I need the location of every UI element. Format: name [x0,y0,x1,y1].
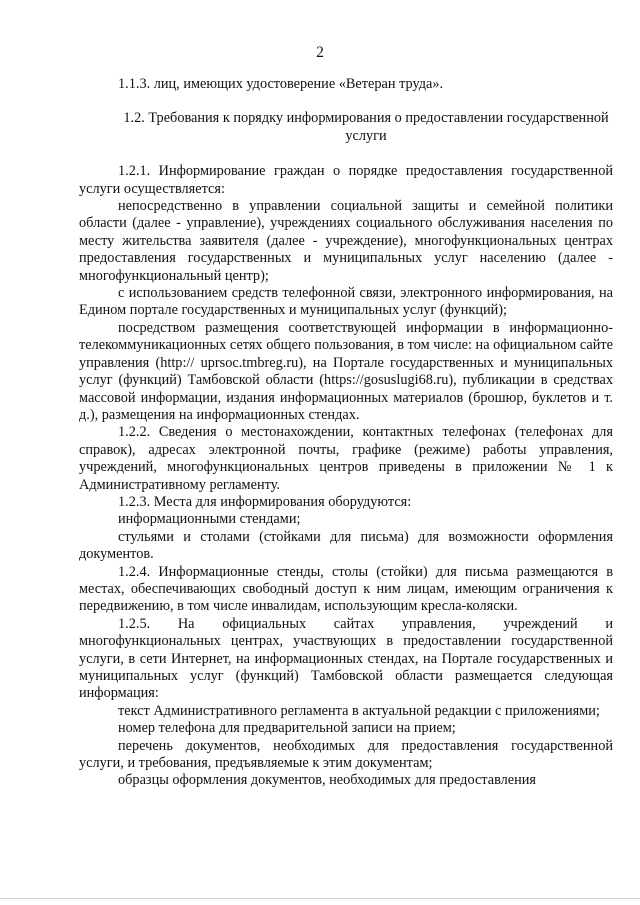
paragraph-phone-electronic: с использованием средств телефонной связи, электронного информирования, на Едином портале государственных и муниципальных услуг (функций); [79,285,613,319]
paragraph-in-person: непосредственно в управлении социальной защиты и семейной политики области (далее - управление), учреждениях социального обслуживания населения по месту жительства заявителя (далее - учреждение), многофункциональных центрах предоставления государственных и муниципальных услуг населению (далее - многофункциональный центр); [79,198,613,284]
paragraph-networks: посредством размещения соответствующей информации в информационно-телекоммуникационных сетях общего пользования, в том числе: на официальном сайте управления (http:// uprsoc.tmbreg.ru), на Портале государственных и муниципальных услуг (функций) Тамбовской области (https://gosuslugi68.ru), публикации в средствах массовой информации, издания информационных материалов (брошюр, буклетов и т. д.), размещения на информационных стендах. [79,319,613,423]
paragraph-1-2-2: 1.2.2. Сведения о местонахождении, контактных телефонах (телефонах для справок), адресах электронной почты, графике (режиме) работы управления, учреждений, многофункциональных центров приведены в приложении № 1 к Административному регламенту. [79,424,613,493]
paragraph-1-1-3: 1.1.3. лиц, имеющих удостоверение «Ветеран труда». [118,76,444,92]
paragraph-document-samples: образцы оформления документов, необходимых для предоставления [118,772,536,789]
paragraph-1-2-4: 1.2.4. Информационные стенды, столы (стойки) для письма размещаются в местах, обеспечивающих свободный доступ к ним лицам, имеющим ограничения к передвижению, в том числе инвалидам, использующим кресла-коляски. [79,563,613,615]
paragraph-chairs-tables: стульями и столами (стойками для письма) для возможности оформления документов. [79,528,613,563]
paragraph-phone-number: номер телефона для предварительной записи на прием; [118,720,456,737]
paragraph-info-stands: информационными стендами; [118,511,301,528]
paragraph-1-2-1: 1.2.1. Информирование граждан о порядке предоставления государственной услуги осуществляется: [79,163,613,197]
paragraph-regulation-text: текст Административного регламента в актуальной редакции с приложениями; [118,702,600,719]
document-body [79,76,613,790]
page-bottom-edge [0,898,640,899]
paragraph-1-2-5: 1.2.5. На официальных сайтах управления, учреждений и многофункциональных центрах, участвующих в предоставлении государственной услуги, в сети Интернет, на информационных стендах, на Портале государственных и муниципальных услуг (функций) Тамбовской области размещается следующая информация: [79,615,613,702]
paragraph-1-2-3: 1.2.3. Места для информирования оборудуются: [118,493,412,510]
paragraph-document-list: перечень документов, необходимых для предоставления государственной услуги, и требования, предъявляемые к этим документам; [79,737,613,772]
section-heading-1-2: 1.2. Требования к порядку информирования о предоставлении государственной услуги [123,110,609,144]
page-number: 2 [316,44,324,61]
